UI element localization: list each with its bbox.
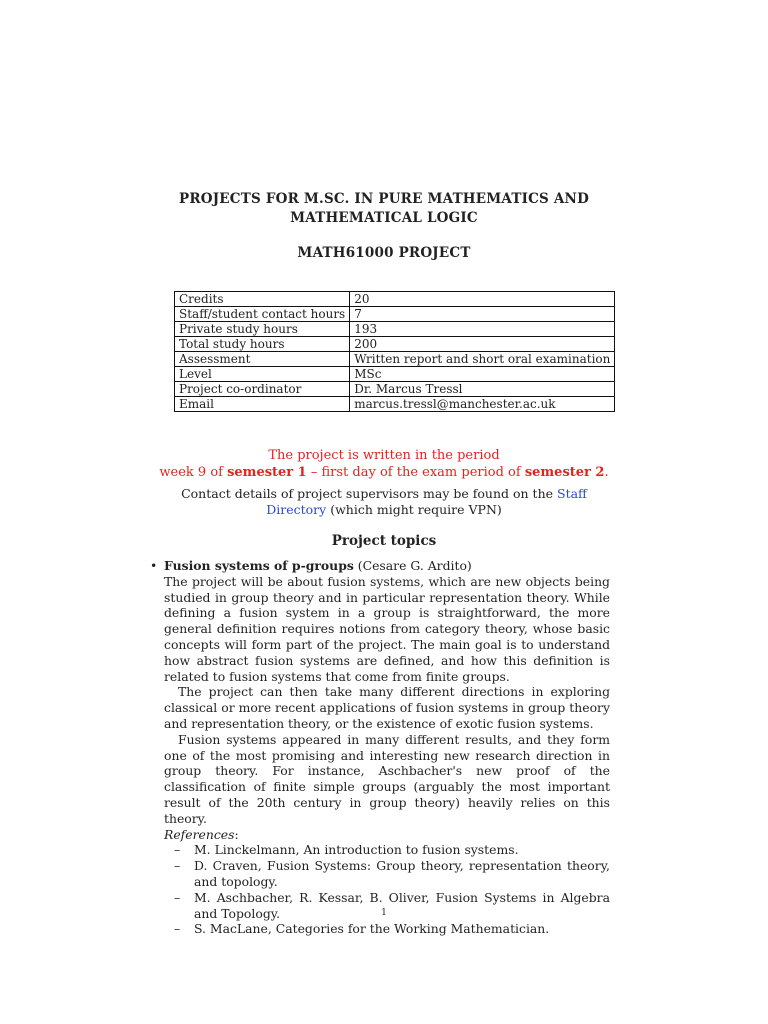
topic-paragraph-3: Fusion systems appeared in many different results, and they form one of the most promising and interesting new research direction in group theory. For instance, Aschbacher's new proof of the classification of finite simple groups (arguably the most important result of the 20th century in group theory) heavily relies on this theory. [164,731,610,826]
table-row [175,397,615,412]
period-semester-2: semester 2 [524,465,605,480]
reference-text: S. MacLane, Categories for the Working Mathematician. [194,921,550,937]
period-line-1: The project is written in the period [268,448,500,463]
reference-item [164,842,610,858]
references-label-text: References [164,826,235,842]
topic-body [164,558,610,937]
row-value: Written report and short oral examination [350,352,615,367]
references-colon: : [234,826,239,842]
page-number: 1 [381,908,387,918]
period-dot: . [604,465,609,480]
row-value: 193 [350,322,615,337]
dash-icon: – [174,921,181,937]
bullet-icon: • [150,558,158,573]
references-label [164,827,610,843]
reference-text: M. Linckelmann, An introduction to fusion systems. [194,842,519,858]
table-row [175,292,615,307]
row-value: 200 [350,337,615,352]
topic-title: Fusion systems of p-groups [164,558,354,573]
topic-paragraph-1: The project will be about fusion systems, which are new objects being studied in group theory and in particular representation theory. While defining a fusion system in a group is straightforward, the more general definition requires notions from category theory, whose basic concepts will form part of the project. The main goal is to understand how abstract fusion systems are defined, and how this definition is related to fusion systems that come from finite groups. [164,573,610,684]
period-line-2 [120,464,648,481]
references-list [164,842,610,937]
title-line-2: MATHEMATICAL LOGIC [290,210,478,226]
row-label: Email [175,397,350,412]
dash-icon: – [174,889,181,905]
row-label: Assessment [175,352,350,367]
table-row [175,352,615,367]
dash-icon: – [174,858,181,874]
table-row [175,322,615,337]
period-semester-1: semester 1 [227,465,307,480]
table-row [175,367,615,382]
topic-paragraph-2: The project can then take many different directions in exploring classical or more recent applications of fusion systems in group theory and representation theory, or the existence of exotic fusion systems. [164,684,610,731]
title-line-1: PROJECTS FOR M.SC. IN PURE MATHEMATICS AND [178,191,590,207]
row-label: Total study hours [175,337,350,352]
table-row [175,307,615,322]
contact-text-after: (which might require VPN) [326,502,502,517]
coordinator-email: marcus.tressl@manchester.ac.uk [350,397,615,412]
table-row [175,382,615,397]
period-week: week 9 of [159,465,228,480]
contact-paragraph [150,486,618,518]
row-value: MSc [350,367,615,382]
reference-item [164,921,610,937]
topic-heading [164,558,610,574]
row-label: Credits [175,292,350,307]
document-title [150,190,618,228]
row-label: Private study hours [175,322,350,337]
row-label: Level [175,367,350,382]
project-topics-heading: Project topics [331,533,437,549]
reference-text: D. Craven, Fusion Systems: Group theory, representation theory, and topology. [194,858,610,889]
row-value: 7 [350,307,615,322]
reference-text: M. Aschbacher, R. Kessar, B. Oliver, Fusion Systems in Algebra and Topology. [194,889,610,921]
row-label: Project co-ordinator [175,382,350,397]
reference-item [164,858,610,890]
row-value: 20 [350,292,615,307]
project-period-notice [120,447,648,481]
course-code-heading: MATH61000 PROJECT [297,245,471,261]
topic-author: (Cesare G. Ardito) [353,558,472,573]
row-value: Dr. Marcus Tressl [350,382,615,397]
row-label: Staff/student contact hours [175,307,350,322]
course-info-table [174,291,615,412]
period-dash-text: – first day of the exam period of [306,465,525,480]
contact-text-before: Contact details of project supervisors may be found on the [181,486,557,501]
table-row [175,337,615,352]
staff-directory-link[interactable]: Staff Directory [266,486,587,517]
dash-icon: – [174,842,181,858]
